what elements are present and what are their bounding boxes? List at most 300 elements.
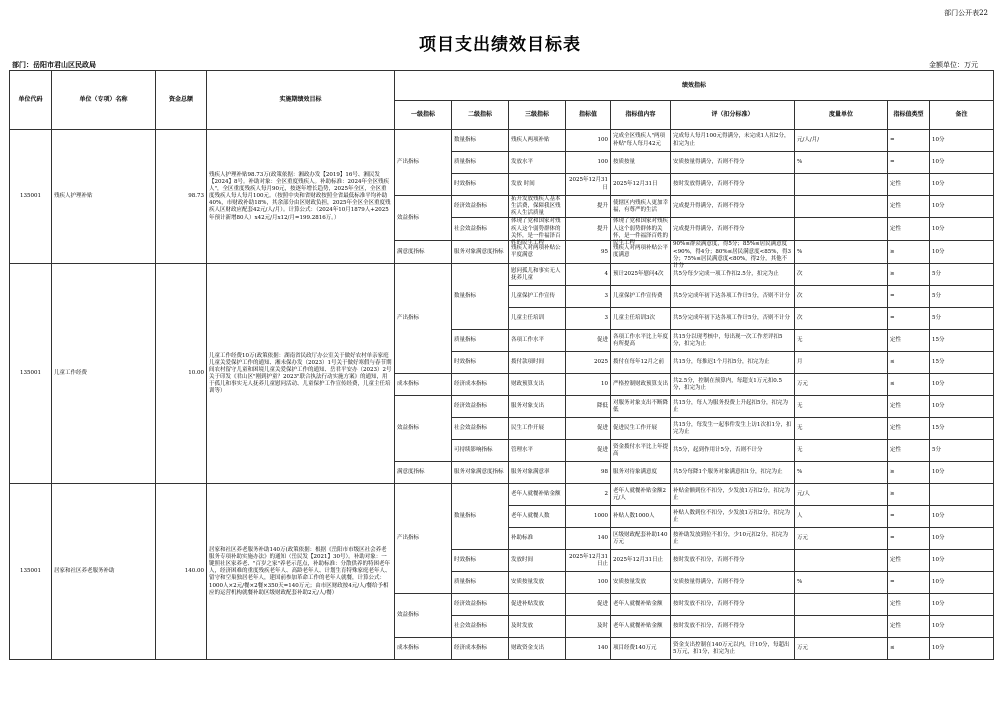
content-cell [611, 440, 671, 462]
level2-cell: 时效指标 [452, 174, 509, 196]
measure-cell [795, 196, 888, 218]
scoring-cell [671, 130, 795, 152]
level3-text: 发放水平 [511, 158, 534, 165]
content-text: 拨付在每年12月之前 [613, 359, 664, 366]
level2-cell: 时效指标 [452, 550, 509, 572]
level3-text: 促进补贴发放 [511, 601, 545, 608]
scoring-cell [671, 484, 795, 506]
scoring-cell [671, 330, 795, 352]
content-text: 严格控制财政预算支出 [613, 381, 669, 388]
value-cell: 100 [566, 572, 611, 594]
level3-text: 拨付款项时间 [511, 359, 545, 366]
remark-cell: 5分 [930, 440, 994, 462]
goal-cell [207, 484, 395, 660]
content-text: 补贴人数1000人 [613, 513, 655, 520]
scoring-text: 安质按量得满分，否则不得分 [673, 158, 745, 165]
measure-cell: 元/人/月/ [795, 130, 888, 152]
scoring-text: 共15分，每发生一起事件发生上访1次扣1分，扣完为止 [673, 421, 792, 435]
level2-cell: 质量指标 [452, 152, 509, 174]
scoring-cell [671, 196, 795, 218]
scoring-text: 共15分，每推迟1个月扣5分，扣完为止 [673, 359, 770, 366]
content-text: 按质按量 [613, 158, 636, 165]
goal-text: 居家和社区养老服务补助140万(政策依据：根据《岳阳市市级区社会养老服务专项补助实施办法》的通知（岳民发【2021】30号）。补助对象：一键照社区家养老、"百岁之家"养老示范点，补助标准：分散供养的特困老年人，经济困难的重度残疾老年人、高龄老年人、计划生育特殊家庭老年人、留守和空巢独居老年人，建国前参加革命工作的老年人就餐，计算公式：1000人×2元/餐×2餐×350天=140万元；由市区财政按4元/人/餐给予相应的运营机构就餐补助区级财政配套补助2元/人/餐） [209, 546, 391, 596]
remark-cell: 10分 [930, 396, 994, 418]
project-name-cell: 儿童工作经费 [52, 264, 156, 484]
remark-cell: 5分 [930, 264, 994, 286]
scoring-text: 按时发放不扣分，否则不得分 [673, 557, 745, 564]
level3-text: 财政资金支出 [511, 645, 545, 652]
value-type-cell: = [888, 308, 930, 330]
level2-cell: 服务对象满意度指标 [452, 462, 509, 484]
level3-cell [509, 616, 566, 638]
level3-cell [509, 352, 566, 374]
value-type-cell: 定性 [888, 330, 930, 352]
content-text: 老年人就餐补贴金额 [613, 601, 663, 608]
value-type-cell: = [888, 572, 930, 594]
value-cell: 3 [566, 286, 611, 308]
level3-cell [509, 308, 566, 330]
project-name-cell: 居家和社区养老服务补助 [52, 484, 156, 660]
value-type-cell: 定性 [888, 440, 930, 462]
remark-cell: 10分 [930, 528, 994, 550]
content-cell [611, 616, 671, 638]
remark-cell: 5分 [930, 286, 994, 308]
scoring-text: 补贴金额到位不扣分，少发放1万扣2分，扣完为止 [673, 487, 791, 501]
scoring-text: 完成提升得满分，否则不得分 [673, 203, 745, 210]
scoring-cell [671, 418, 795, 440]
measure-cell: 无 [795, 418, 888, 440]
content-cell [611, 396, 671, 418]
content-text: 预计2025年慰问4次 [613, 271, 664, 278]
value-cell: 95 [566, 241, 611, 264]
content-cell [611, 286, 671, 308]
scoring-cell [671, 286, 795, 308]
scoring-text: 完成提升得满分，否则不得分 [673, 225, 745, 232]
value-type-cell: 定性 [888, 616, 930, 638]
remark-cell: 10分 [930, 594, 994, 616]
scoring-cell [671, 352, 795, 374]
value-cell: 98 [566, 462, 611, 484]
remark-cell: 10分 [930, 130, 994, 152]
value-cell: 4 [566, 264, 611, 286]
scoring-text: 按时发放不扣分，否则不得分 [673, 601, 745, 608]
content-cell [611, 462, 671, 484]
level1-cell: 效益指标 [395, 196, 452, 241]
amount-cell: 140.00 [156, 484, 207, 660]
scoring-text: 共15分，每人为服务投费上升起扣5分，扣完为止 [673, 399, 788, 413]
value-cell: 降低 [566, 396, 611, 418]
content-cell [611, 418, 671, 440]
amount-unit-label: 金额单位：万元 [929, 61, 978, 69]
content-cell [611, 374, 671, 396]
value-type-cell: 定性 [888, 174, 930, 196]
scoring-text: 共5分完成年初下达各项工作计5分，否则不计分 [673, 315, 791, 322]
header-measure: 度量单位 [795, 101, 888, 130]
value-cell: 100 [566, 152, 611, 174]
level1-cell: 效益指标 [395, 396, 452, 462]
measure-cell: 万元 [795, 638, 888, 660]
remark-cell: 10分 [930, 616, 994, 638]
header-remark: 备注 [930, 101, 994, 130]
level3-text: 慰问孤儿和事实无人抚养儿童 [511, 267, 561, 281]
scoring-cell [671, 550, 795, 572]
value-type-cell: = [888, 528, 930, 550]
value-cell: 提升 [566, 196, 611, 218]
value-cell: 促进 [566, 418, 611, 440]
scoring-text: 共5分，起到作用计5分，否则不计分 [673, 447, 763, 454]
value-cell: 140 [566, 528, 611, 550]
level3-text: 及时发放 [511, 623, 534, 630]
header-value: 指标值 [566, 101, 611, 130]
scoring-cell [671, 572, 795, 594]
header-content: 指标值内容 [611, 101, 671, 130]
scoring-cell [671, 638, 795, 660]
measure-cell: 次 [795, 264, 888, 286]
level3-text: 管理水平 [511, 447, 534, 454]
measure-cell: 万元 [795, 374, 888, 396]
level2-cell: 时效指标 [452, 352, 509, 374]
measure-cell: 次 [795, 308, 888, 330]
remark-cell: 15分 [930, 418, 994, 440]
remark-cell: 10分 [930, 550, 994, 572]
header-value-type: 指标值类型 [888, 101, 930, 130]
scoring-cell [671, 174, 795, 196]
scoring-text: 补贴人数到位不扣分，少发放1万扣2分，扣完为止 [673, 509, 791, 523]
scoring-text: 按时发放不扣分，否则不得分 [673, 623, 745, 630]
content-cell [611, 264, 671, 286]
header-project-name: 单位（专项）名称 [52, 71, 156, 130]
value-type-cell: = [888, 286, 930, 308]
table-body [10, 130, 994, 660]
header-level1: 一级指标 [395, 101, 452, 130]
value-cell: 促进 [566, 330, 611, 352]
scoring-cell [671, 506, 795, 528]
header-amount: 资金总额 [156, 71, 207, 130]
level3-cell [509, 462, 566, 484]
value-cell: 1000 [566, 506, 611, 528]
measure-cell [795, 594, 888, 616]
table-row [10, 264, 994, 286]
scoring-text: 按时发放得满分，否则不得分 [673, 180, 745, 187]
table-row [10, 484, 994, 506]
remark-cell: 10分 [930, 572, 994, 594]
scoring-text: 共2.5分，控制在预算内，每超支1万元扣0.5分，扣完为止 [673, 377, 782, 391]
measure-cell: % [795, 241, 888, 264]
content-text: 儿童主任培训3次 [613, 315, 655, 322]
remark-cell: 15分 [930, 352, 994, 374]
content-cell [611, 330, 671, 352]
content-text: 2025年12月31日止 [613, 557, 663, 564]
value-type-cell: ≤ [888, 638, 930, 660]
scoring-cell [671, 396, 795, 418]
scoring-text: 完成每人每月100元得满分，未完成1人扣2分，扣完为止 [673, 133, 790, 147]
header-indicators: 绩效指标 [395, 71, 994, 101]
level3-cell [509, 484, 566, 506]
level3-cell [509, 241, 566, 264]
measure-cell: % [795, 152, 888, 174]
level1-cell: 效益指标 [395, 594, 452, 638]
level3-cell [509, 286, 566, 308]
value-type-cell: = [888, 506, 930, 528]
level2-cell: 社会效益指标 [452, 616, 509, 638]
value-type-cell: ≤ [888, 352, 930, 374]
level1-cell: 产出指标 [395, 264, 452, 374]
unit-code-cell: 135001 [10, 264, 52, 484]
measure-cell: % [795, 572, 888, 594]
remark-cell [930, 484, 994, 506]
level3-text: 体现了党和国家对残疾人这个弱势群体的关怀，是一件福泽百姓的民生工程 [511, 218, 561, 246]
remark-cell: 10分 [930, 152, 994, 174]
content-text: 对服务对象支出不断降低 [613, 399, 669, 413]
remark-cell: 10分 [930, 241, 994, 264]
remark-cell: 5分 [930, 308, 994, 330]
remark-cell: 10分 [930, 374, 994, 396]
page-title: 项目支出绩效目标表 [419, 35, 581, 55]
measure-cell: % [795, 462, 888, 484]
remark-cell: 10分 [930, 638, 994, 660]
value-type-cell: ≤ [888, 374, 930, 396]
table-row [10, 130, 994, 152]
level3-text: 老年人就餐补贴金额 [511, 491, 561, 498]
content-cell [611, 196, 671, 218]
level3-cell [509, 396, 566, 418]
header-level3: 三级指标 [509, 101, 566, 130]
scoring-cell [671, 218, 795, 241]
level3-text: 各项工作水平 [511, 337, 545, 344]
value-cell: 10 [566, 374, 611, 396]
value-cell: 2025年12月31日 [566, 174, 611, 196]
value-type-cell: 定性 [888, 550, 930, 572]
content-text: 体现了党和国家对残疾人这个弱势群体的关怀，是一件福泽百姓的民生工程 [613, 218, 669, 246]
value-cell: 促进 [566, 594, 611, 616]
level3-text: 补助标准 [511, 535, 534, 542]
measure-cell [795, 550, 888, 572]
value-cell: 2025年12月31日止 [566, 550, 611, 572]
measure-cell: 次 [795, 286, 888, 308]
remark-cell: 10分 [930, 196, 994, 218]
remark-cell: 10分 [930, 218, 994, 241]
level2-cell: 数量指标 [452, 130, 509, 152]
scoring-cell [671, 374, 795, 396]
content-text: 2025年12月31日 [613, 180, 658, 187]
level2-cell: 经济效益指标 [452, 196, 509, 218]
level3-text: 残疾人两项补贴 [511, 136, 550, 143]
level3-text: 服务对象满意率 [511, 469, 550, 476]
content-text: 资金拨付水平比上年提高 [613, 443, 669, 457]
measure-cell: 元/人 [795, 484, 888, 506]
content-text: 老年人就餐补贴金额2元/人 [613, 487, 666, 501]
remark-cell: 15分 [930, 330, 994, 352]
value-cell: 促进 [566, 440, 611, 462]
level3-cell [509, 506, 566, 528]
level2-cell: 经济成本指标 [452, 638, 509, 660]
value-type-cell: ≥ [888, 462, 930, 484]
scoring-text: 资金支出控制在140万元以内，计10分，每超出5万元，扣1分，扣完为止 [673, 641, 790, 655]
scoring-text: 按补助发放到位不扣分，少10元扣2分，扣完为止 [673, 531, 788, 545]
level1-cell: 满意度指标 [395, 241, 452, 264]
content-text: 儿童保护工作宣传费 [613, 293, 663, 300]
performance-table [9, 70, 994, 660]
level3-text: 安质按量发放 [511, 579, 545, 586]
value-cell: 2 [566, 484, 611, 506]
value-cell: 3 [566, 308, 611, 330]
content-text: 安质按量发放 [613, 579, 647, 586]
measure-cell: 人 [795, 506, 888, 528]
level1-cell: 产出指标 [395, 130, 452, 196]
level3-text: 发放时间 [511, 557, 534, 564]
scoring-cell [671, 264, 795, 286]
content-cell [611, 130, 671, 152]
value-type-cell: ≥ [888, 264, 930, 286]
measure-cell: 无 [795, 330, 888, 352]
value-type-cell: ≥ [888, 484, 930, 506]
level3-cell [509, 374, 566, 396]
level3-cell [509, 218, 566, 246]
page-label: 部门公开表22 [944, 9, 988, 17]
level3-text: 儿童主任培训 [511, 315, 545, 322]
content-text: 各项工作水平比上年度有所提高 [613, 333, 669, 347]
scoring-cell [671, 594, 795, 616]
level3-cell [509, 594, 566, 616]
level3-text: 拓开发放残疾人基本生活费，保障我区残疾人生活质量 [511, 196, 561, 217]
content-cell [611, 550, 671, 572]
scoring-cell [671, 241, 795, 269]
content-cell [611, 594, 671, 616]
measure-cell: 无 [795, 396, 888, 418]
content-text: 残疾人对两项补贴公平度满意 [613, 245, 669, 259]
scoring-text: 共5分完成年初下达各项工作计5分，否则不计分 [673, 293, 791, 300]
level3-text: 儿童保护工作宣传 [511, 293, 556, 300]
value-cell: 提升 [566, 218, 611, 241]
amount-cell: 98.73 [156, 130, 207, 264]
remark-cell: 10分 [930, 506, 994, 528]
level2-cell: 质量指标 [452, 572, 509, 594]
level3-text: 财政预算支出 [511, 381, 545, 388]
measure-cell [795, 616, 888, 638]
level3-cell [509, 440, 566, 462]
measure-cell [795, 218, 888, 241]
level1-cell: 成本指标 [395, 374, 452, 396]
level3-text: 发放 时间 [511, 180, 535, 187]
value-cell: 100 [566, 130, 611, 152]
value-type-cell: ≥ [888, 241, 930, 264]
level2-cell: 服务对象满意度指标 [452, 241, 509, 264]
value-cell: 2025 [566, 352, 611, 374]
goal-text: 残疾人护理补贴98.73万(政策依据：湘政办发【2019】16号、湘民发【2024】8号。补助对象：全区重度残疾人。补助标准：2024年全区残疾人"，全区重度残疾人每月90元，按逐年增长趋势，2025年全区，全区重度残疾人每人每月100元。（按照中央和省财政按照全省最低标准平均补助40%，市财政补助18%，其余部分由区财政负担，2025年全区全区重度残疾人区财政应配套42元/人/月）。计算公式：（2024年10月1879人+2025年预计新增80人）x42元/月x12/月=199.2816万。） [209, 171, 391, 221]
scoring-text: 90%≤群众满意度，得5分；85%≤居民满意度<90%，得4分；80%≤居民满意度<85%，得3分；75%≤居民满意度<80%，得2分，其他不计分 [673, 241, 791, 269]
value-cell: 140 [566, 638, 611, 660]
remark-cell: 10分 [930, 174, 994, 196]
unit-code-cell: 135001 [10, 130, 52, 264]
level3-cell [509, 638, 566, 660]
content-cell [611, 352, 671, 374]
level3-cell [509, 196, 566, 218]
level2-cell: 经济成本指标 [452, 374, 509, 396]
level2-cell: 数量指标 [452, 484, 509, 550]
goal-text: 儿童工作经费10万(政策依据：湖南省民政厅办公室关于做好农村单亲家庭儿童关爱保护工作的通知、湘未保办发（2023）1号关于做好寒假与春节期间农村留守儿童和困境儿童关爱保护工作的通知、岳君平安办（2023）2号关于印发《君山区"刚到护童？2023"联合执法行动实施方案》的通知，用于孤儿和事实无人抚养儿童慰问活动、儿童保护工作宣传经费，儿童主任培训等） [209, 352, 392, 395]
value-type-cell: 定性 [888, 594, 930, 616]
scoring-cell [671, 440, 795, 462]
scoring-cell [671, 308, 795, 330]
content-text: 完成全区残疾人"两项补贴"每人每月42元 [613, 133, 666, 147]
level2-cell: 经济效益指标 [452, 396, 509, 418]
level1-cell: 产出指标 [395, 484, 452, 594]
level3-cell [509, 418, 566, 440]
value-type-cell: 定性 [888, 218, 930, 241]
content-cell [611, 484, 671, 506]
scoring-text: 共15分以现考核中，每出现一次工作差评扣5分，扣完为止 [673, 333, 783, 347]
level2-cell: 社会效益指标 [452, 418, 509, 440]
scoring-text: 共5分每少完成一项工作扣2.5分，扣完为止 [673, 271, 779, 278]
level3-text: 老年人就餐人数 [511, 513, 550, 520]
level1-cell: 满意度指标 [395, 462, 452, 484]
content-text: 促进民生工作开展 [613, 425, 658, 432]
level3-text: 民生工作开展 [511, 425, 545, 432]
level3-text: 残疾人对两项补贴公平度满意 [511, 245, 561, 259]
content-cell [611, 528, 671, 550]
scoring-cell [671, 152, 795, 174]
content-cell [611, 638, 671, 660]
header-unit-code: 单位代码 [10, 71, 52, 130]
value-cell: 及时 [566, 616, 611, 638]
remark-cell: 10分 [930, 462, 994, 484]
level3-cell [509, 528, 566, 550]
unit-code-cell: 135001 [10, 484, 52, 660]
level3-text: 服务对象支出 [511, 403, 545, 410]
level2-cell: 社会效益指标 [452, 218, 509, 241]
level2-cell: 可持续影响指标 [452, 440, 509, 462]
content-text: 项目经费140万元 [613, 645, 657, 652]
level2-cell: 数量指标 [452, 264, 509, 330]
level3-cell [509, 330, 566, 352]
content-cell [611, 308, 671, 330]
level3-cell [509, 572, 566, 594]
value-type-cell: 定性 [888, 396, 930, 418]
level3-cell [509, 550, 566, 572]
content-cell [611, 572, 671, 594]
content-cell [611, 152, 671, 174]
scoring-cell [671, 528, 795, 550]
content-text: 使辖区内残疾人更加幸福，有尊严的生活 [613, 199, 669, 213]
level1-cell: 成本指标 [395, 638, 452, 660]
content-cell [611, 241, 671, 264]
scoring-text: 安质按量得满分，否则不得分 [673, 579, 745, 586]
measure-cell: 月 [795, 352, 888, 374]
level3-cell [509, 130, 566, 152]
header-goal: 实施期绩效目标 [207, 71, 395, 130]
level3-cell [509, 152, 566, 174]
scoring-text: 共5分每降1个服务对象满意扣1分，扣完为止 [673, 469, 783, 476]
measure-cell: 无 [795, 440, 888, 462]
value-type-cell: = [888, 152, 930, 174]
department-label: 部门：岳阳市君山区民政局 [12, 60, 96, 69]
level2-cell: 质量指标 [452, 330, 509, 352]
goal-cell [207, 130, 395, 264]
content-cell [611, 174, 671, 196]
scoring-cell [671, 616, 795, 638]
header-scoring: 评（扣分标准） [671, 101, 795, 130]
goal-cell [207, 264, 395, 484]
value-type-cell: 定性 [888, 418, 930, 440]
value-type-cell: 定性 [888, 196, 930, 218]
level2-cell: 经济效益指标 [452, 594, 509, 616]
content-text: 老年人就餐补贴金额 [613, 623, 663, 630]
scoring-cell [671, 462, 795, 484]
content-cell [611, 506, 671, 528]
level3-cell [509, 174, 566, 196]
measure-cell [795, 174, 888, 196]
content-cell [611, 218, 671, 246]
